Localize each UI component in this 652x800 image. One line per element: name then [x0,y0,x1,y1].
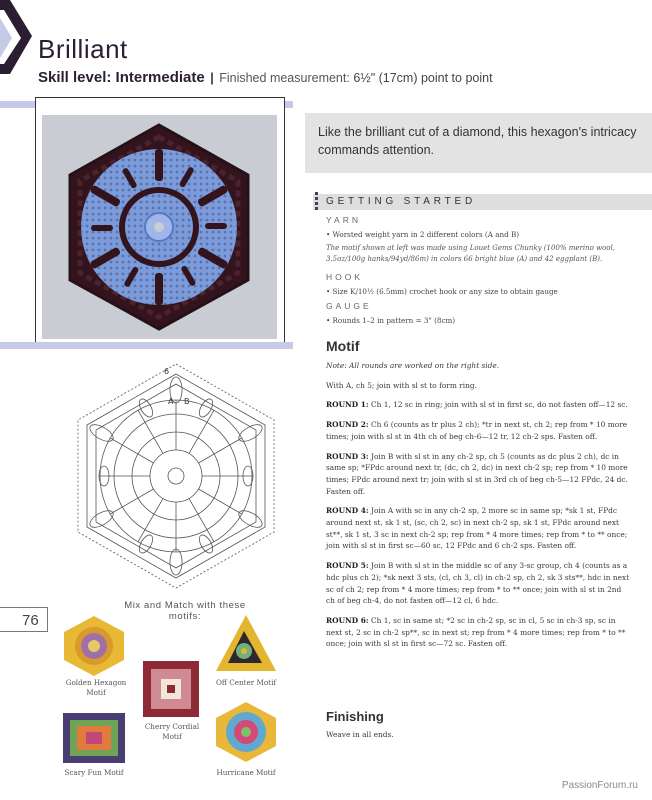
chart-label-a: A [168,397,174,406]
separator: | [210,71,214,85]
page-title: Brilliant [38,34,128,64]
yarn-note: The motif shown at left was made using Louet Gems Chunky (100% merino wool, 3.5oz/100g hanks/94yd/86m) in colors 66 bright blue (A) and 42 eggplant (B). [326,244,615,263]
gauge-heading: GAUGE [326,301,372,311]
skill-level: Skill level: Intermediate [38,69,205,86]
motif-start: With A, ch 5; join with sl st to form ring. [326,380,477,390]
off-center-motif-image [214,613,278,673]
yarn-heading: YARN [326,215,361,225]
chart-label-b: B [184,397,190,406]
hurricane-motif-image [214,700,278,764]
golden-hexagon-motif-image [60,614,128,678]
round-4: ROUND 4: Join A with sc in any ch-2 sp, 2 more sc in same sp; *sk 1 st, FPdc around next st, sk 1 st, (sc, ch 2, sc) in next ch-2 sp, sk 1 st, FPdc around next st**, sk 1 st, 3 sc in next ch-2 sp; rep from * 4 more times; rep from * to ** once; join with sl st in first sc—60 sc, 12 FPdc and 6 ch-2 sps. Fasten off. [326,506,628,551]
finished-measurement-value: 6½" (17cm) point to point [353,71,493,85]
motif-note: Note: All rounds are worked on the right side. [326,361,500,370]
finished-measurement-label: Finished measurement: [219,71,350,85]
cherry-cordial-caption: Cherry Cordial Motif [144,722,200,741]
off-center-caption: Off Center Motif [215,678,277,687]
watermark: PassionForum.ru [561,780,638,791]
crochet-hexagon-photo [42,115,277,339]
chart-label-6: 6 [164,367,170,376]
golden-hexagon-caption: Golden Hexagon Motif [65,678,127,697]
round-5: ROUND 5: Join B with sl st in the middle sc of any 3-sc group, ch 4 (counts as a hdc plus ch 2); *sk next 3 sts, (cl, ch 3, cl) in ch-2 sp, ch 2, sk 3 sts**, hdc in next sc of ch 2; rep from * 4 more times; rep from * to ** once; join with sl st in 2nd ch of beg ch-4, do not fasten off—12 cl, 6 hdc. [326,561,630,606]
motif-heading: Motif [326,338,360,354]
hook-item: • Size K/10½ (6.5mm) crochet hook or any size to obtain gauge [326,287,558,296]
mix-and-match-title: Mix and Match with these motifs: [124,600,246,622]
yarn-item: • Worsted weight yarn in 2 different colors (A and B) [326,230,520,239]
page-number: 76 [22,612,39,629]
finishing-heading: Finishing [326,709,384,724]
round-1: ROUND 1: Ch 1, 12 sc in ring; join with sl st in first sc, do not fasten off—12 sc. [326,400,628,410]
bullet-dots-icon [315,192,318,212]
hook-heading: HOOK [326,272,364,282]
accent-bar-bottom [0,342,293,349]
intro-text: Like the brilliant cut of a diamond, this hexagon's intricacy commands attention. [318,125,637,157]
hurricane-caption: Hurricane Motif [216,768,276,777]
cherry-cordial-motif-image [142,660,200,718]
scary-fun-motif-image [62,712,126,764]
scary-fun-caption: Scary Fun Motif [64,768,124,777]
finishing-text: Weave in all ends. [326,730,394,739]
round-2: ROUND 2: Ch 6 (counts as tr plus 2 ch); *tr in next st, ch 2; rep from * 10 more times; join with sl st in 4th ch of beg ch-6—12 tr, 12 ch-2 sps. Fasten off. [326,420,628,441]
corner-hexagon-icon [0,0,34,80]
crochet-stitch-chart [60,360,292,590]
gauge-item: • Rounds 1–2 in pattern = 3" (8cm) [326,316,456,325]
skill-line [38,69,493,86]
round-6: ROUND 6: Ch 1, sc in same st; *2 sc in ch-2 sp, sc in cl, 5 sc in ch-3 sp, sc in next st, 2 sc in ch-2 sp**, sc in next st; rep from * 4 more times; rep from * to ** once; join with sl st in first sc—72 sc. Fasten off. [326,615,626,649]
round-3: ROUND 3: Join B with sl st in any ch-2 sp, ch 5 (counts as dc plus 2 ch), dc in same sp; *FPdc around next tr, (dc, ch 2, dc) in next ch-2 sp; rep from * 10 more times; FPdc around next tr; join with sl st in 3rd ch of beg ch-5—12 FPdc, 24 dc. Fasten off. [326,451,628,496]
getting-started-title: GETTING STARTED [326,196,476,207]
motif-instructions [326,360,631,658]
